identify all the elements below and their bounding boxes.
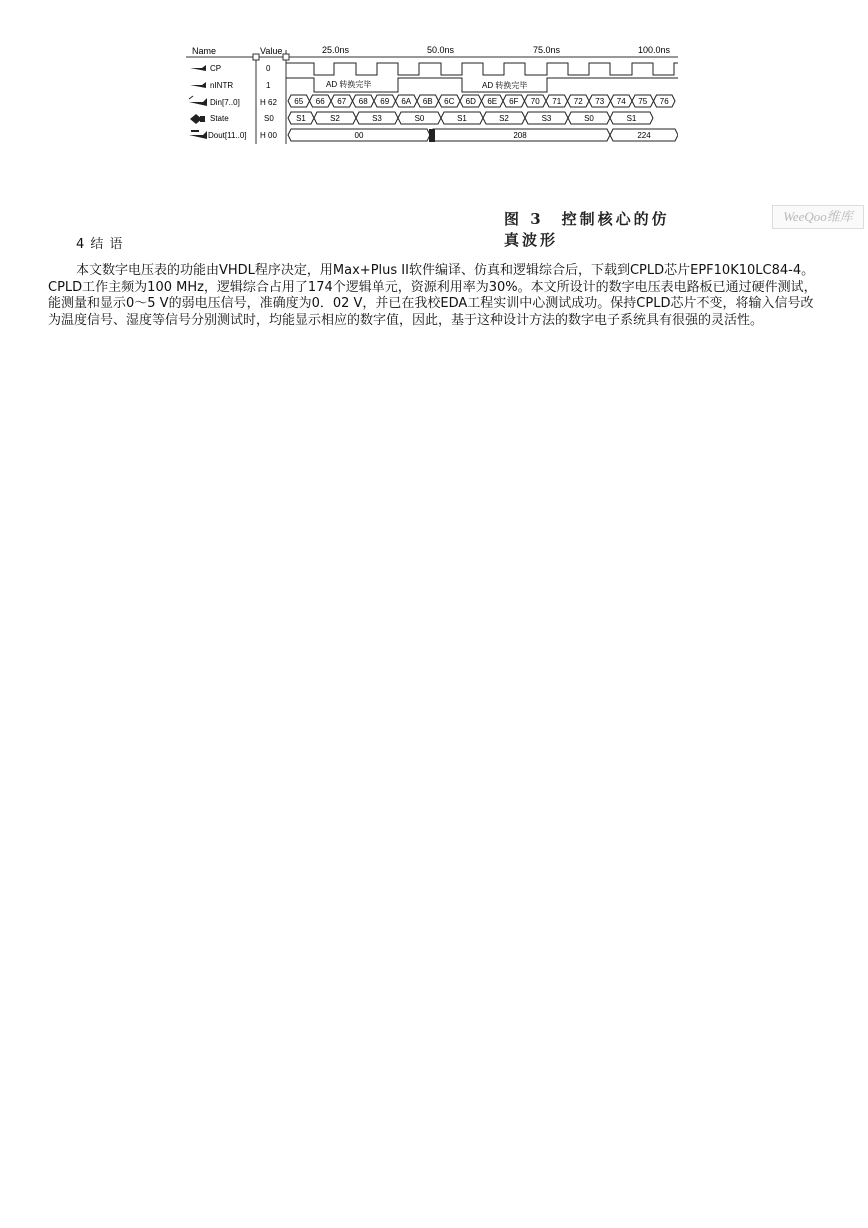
cp-waveform (286, 63, 678, 75)
name-column-header: Name (192, 46, 217, 56)
bus-input-icon (189, 96, 207, 106)
bus-output-icon (189, 130, 207, 139)
input-pin-icon (190, 65, 206, 71)
time-label: 25.0ns (322, 45, 350, 55)
din-segment-label: 6C (444, 97, 455, 106)
state-segment-label: S1 (457, 114, 467, 123)
din-segment-label: 6A (401, 97, 412, 106)
din-segment-label: 6B (422, 97, 433, 106)
section-heading: 4 结 语 (76, 237, 124, 252)
state-segment-label: S2 (330, 114, 340, 123)
dout-segment-label: 208 (513, 131, 527, 140)
state-icon (190, 114, 205, 124)
signal-value: 1 (266, 81, 271, 90)
din-bus (288, 95, 675, 107)
value-column-header: Value (260, 46, 283, 56)
signal-name: Dout[11..0] (208, 131, 247, 140)
din-segment-label: 76 (659, 97, 669, 106)
time-label: 75.0ns (533, 45, 561, 55)
conclusion-paragraph: 本文数字电压表的功能由VHDL程序决定，用Max+Plus II软件编译、仿真和逻辑综合后，下载到CPLD芯片EPF10K10LC84-4。CPLD工作主频为100 MHz，逻辑综合占用了174个逻辑单元，资源利用率为30%。本文所设计的数字电压表电路板已通过硬件测试，能测量和显示0～5 V的弱电压信号，准确度为0．02 V，并已在我校EDA工程实训中心测试成功。保持CPLD芯片不变，将输入信号改为温度信号、湿度等信号分别测试时，均能显示相应的数字值，因此，基于这种设计方法的数字电子系统具有很强的灵活性。 (48, 263, 817, 328)
din-segment-label: 70 (530, 97, 540, 106)
signal-value: H 00 (260, 131, 277, 140)
simulation-waveform (186, 40, 678, 152)
din-segment-label: 67 (337, 97, 347, 106)
ad-conversion-label: AD 转换完毕 (482, 81, 528, 90)
din-segment-label: 66 (315, 97, 325, 106)
din-segment-label: 65 (294, 97, 304, 106)
cursor-handle (253, 54, 259, 60)
signal-value: S0 (264, 114, 274, 123)
state-segment-label: S1 (626, 114, 637, 123)
waveform-figure (186, 40, 853, 249)
dout-segment-label: 224 (637, 131, 651, 140)
state-bus (288, 112, 653, 124)
weeqoo-logo: WeeQoo维库 (772, 205, 864, 229)
ad-conversion-label: AD 转换完毕 (326, 80, 372, 89)
din-segment-label: 75 (638, 97, 648, 106)
transition-marker (429, 129, 435, 142)
state-segment-label: S2 (499, 114, 509, 123)
signal-name: State (210, 114, 229, 123)
din-segment-label: 68 (358, 97, 368, 106)
signal-name: CP (210, 64, 222, 73)
state-segment-label: S1 (296, 114, 306, 123)
time-label: 100.0ns (638, 45, 671, 55)
dout-segment-label: 00 (354, 131, 364, 140)
dout-bus (288, 129, 678, 141)
state-segment-label: S3 (372, 114, 382, 123)
din-segment-label: 72 (573, 97, 583, 106)
din-segment-label: 6E (487, 97, 498, 106)
din-segment-label: 71 (552, 97, 562, 106)
state-segment-label: S0 (584, 114, 594, 123)
cursor-handle (283, 54, 289, 60)
signal-name: nINTR (210, 81, 234, 90)
time-label: 50.0ns (427, 45, 455, 55)
din-segment-label: 74 (616, 97, 626, 106)
din-segment-label: 73 (595, 97, 605, 106)
state-segment-label: S3 (541, 114, 552, 123)
state-segment-label: S0 (414, 114, 425, 123)
output-pin-icon (190, 82, 206, 88)
signal-value: 0 (266, 64, 271, 73)
din-segment-label: 6D (465, 97, 476, 106)
din-segment-label: 6F (509, 97, 519, 106)
signal-name: Din[7..0] (210, 98, 240, 107)
figure-caption: 图 3 控制核心的仿真波形 (504, 210, 670, 249)
signal-value: H 62 (260, 98, 277, 107)
din-segment-label: 69 (380, 97, 390, 106)
